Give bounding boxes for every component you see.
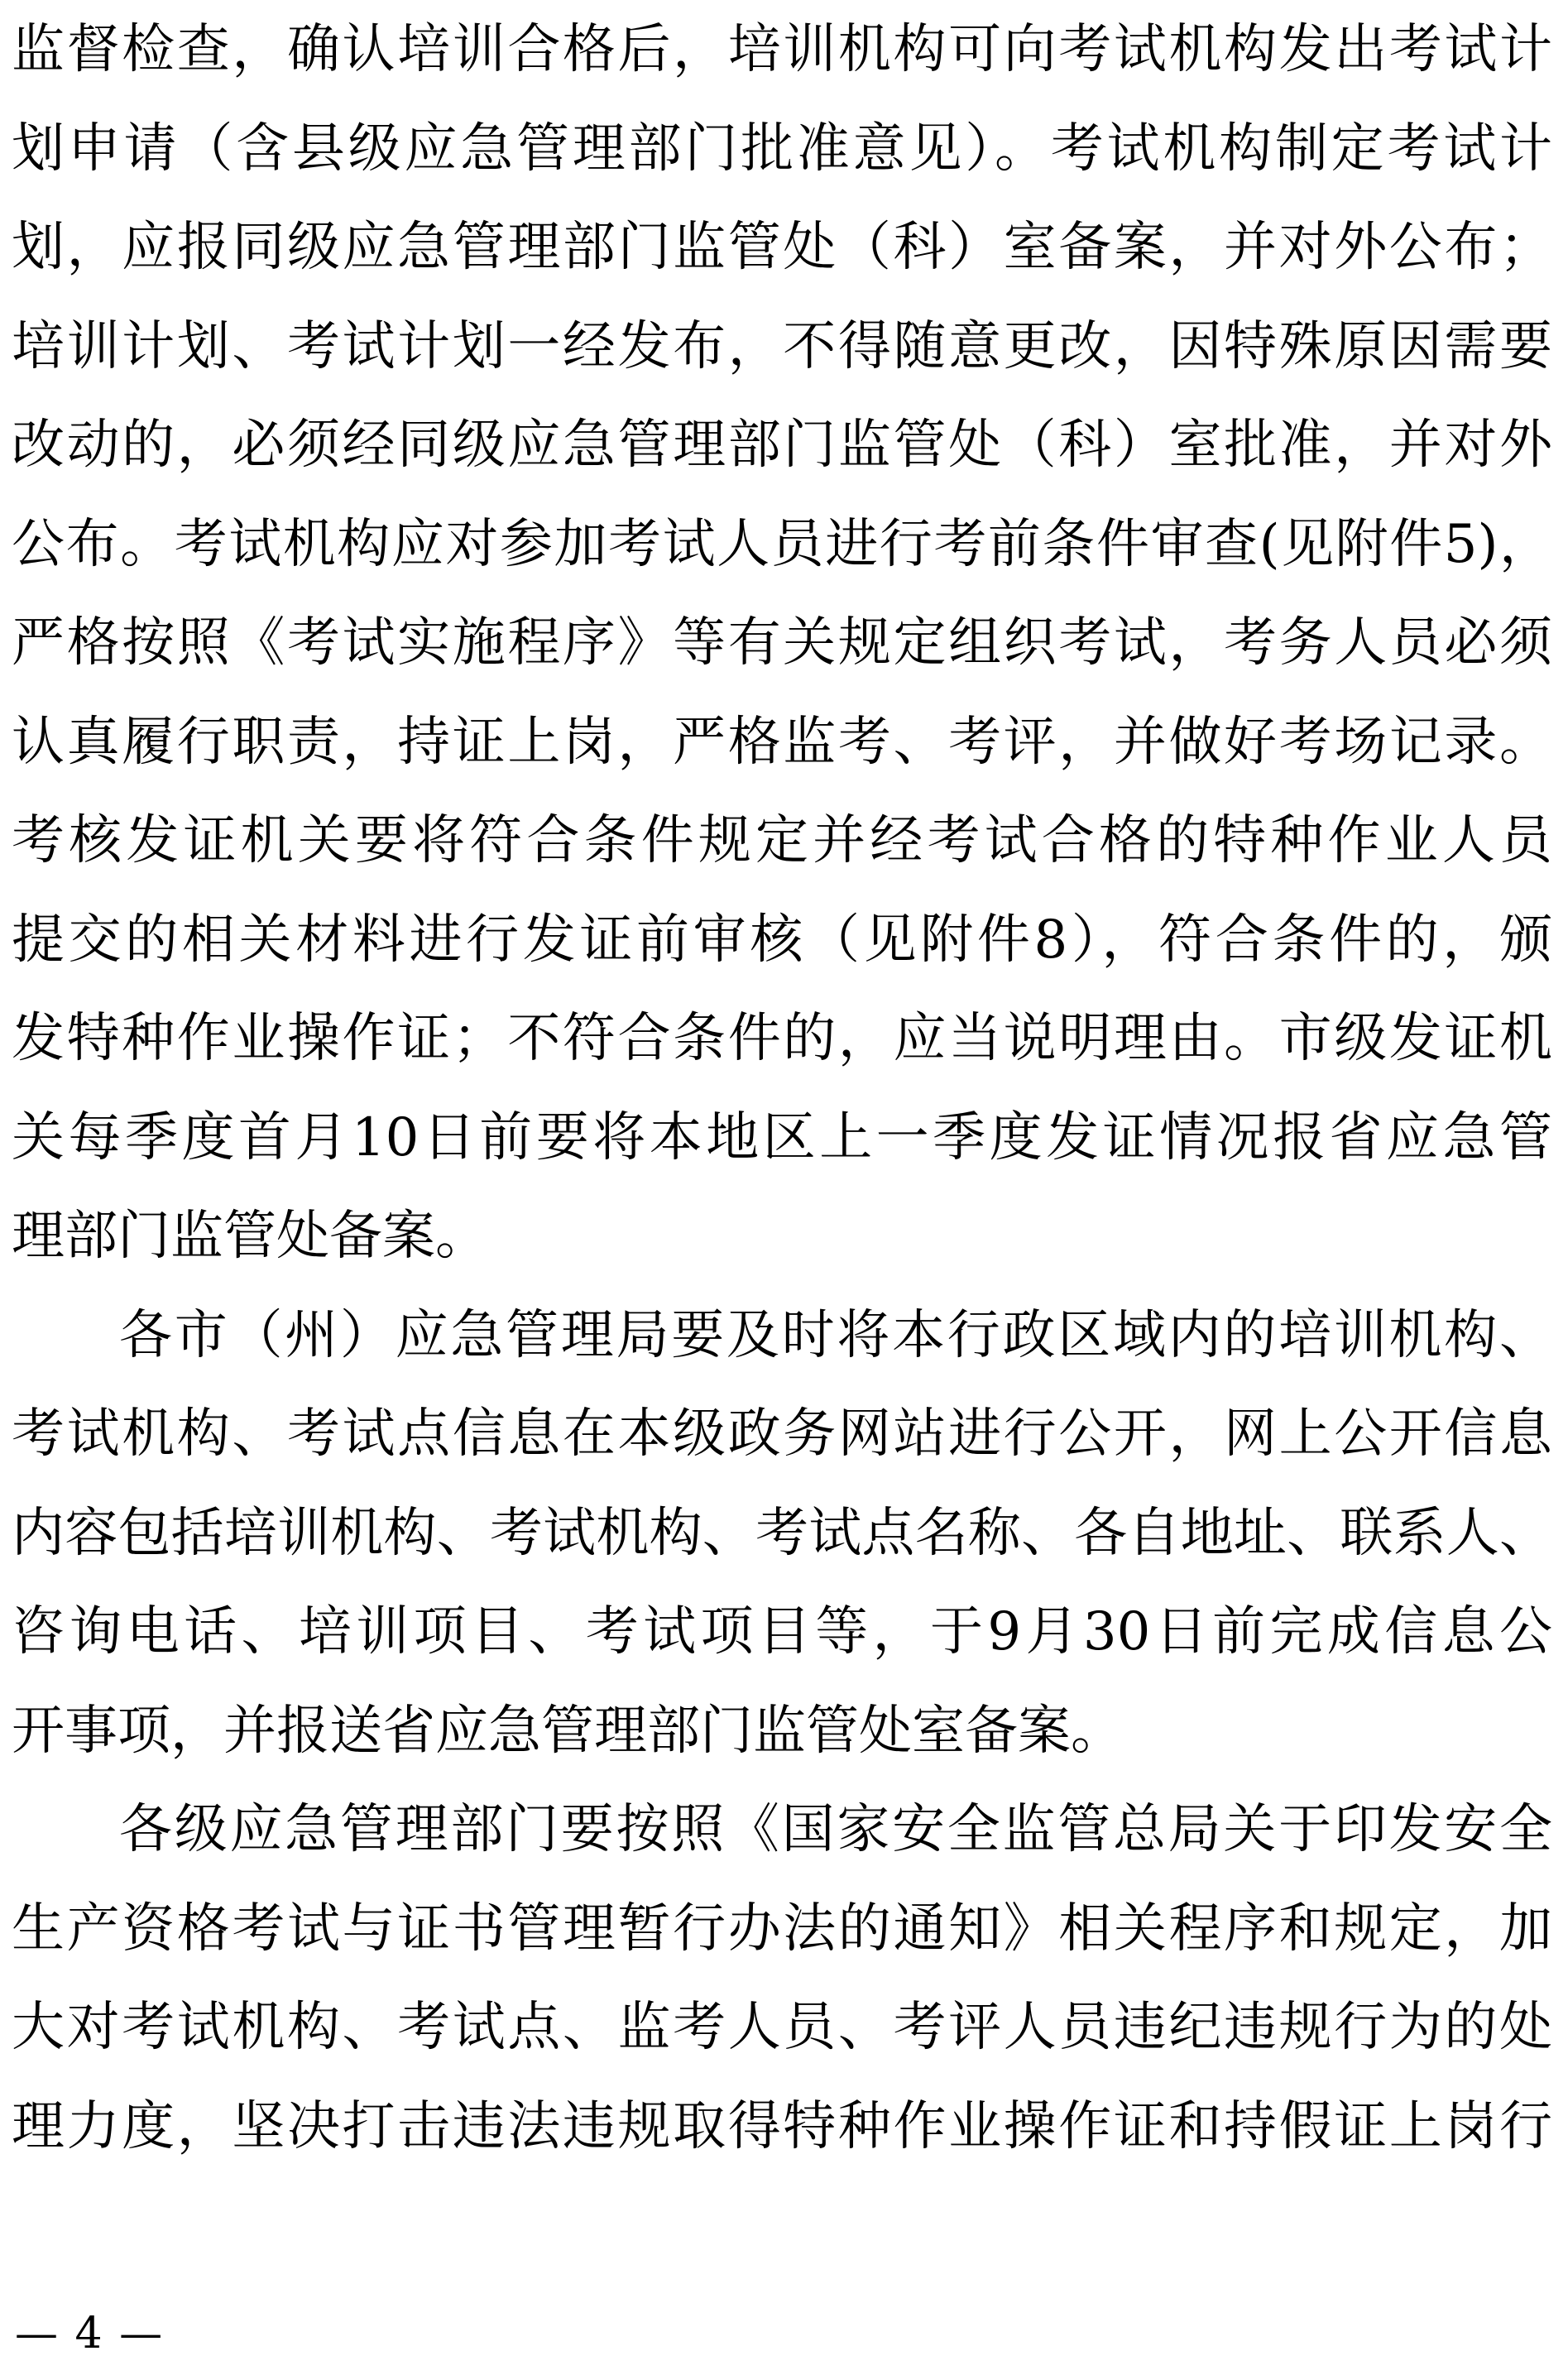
text-line: 内容包括培训机构、考试机构、考试点名称、各自地址、联系人、 [12, 1502, 1552, 1564]
text-line: 发特种作业操作证；不符合条件的，应当说明理由。市级发证机 [12, 1008, 1552, 1069]
document-body [12, 8, 1552, 2184]
text-line: 严格按照《考试实施程序》等有关规定组织考试，考务人员必须 [12, 612, 1552, 674]
text-line: 关每季度首月10日前要将本地区上一季度发证情况报省应急管 [12, 1106, 1552, 1168]
paragraph-first-line: 各级应急管理部门要按照《国家安全监管总局关于印发安全 [119, 1799, 1552, 1860]
text-line: 监督检查，确认培训合格后，培训机构可向考试机构发出考试计 [12, 19, 1552, 80]
text-line: 生产资格考试与证书管理暂行办法的通知》相关程序和规定，加 [12, 1898, 1552, 1960]
text-line: 改动的，必须经同级应急管理部门监管处（科）室批准，并对外 [12, 415, 1552, 476]
text-line: 咨询电话、培训项目、考试项目等，于9月30日前完成信息公 [12, 1601, 1552, 1662]
text-line: 认真履行职责，持证上岗，严格监考、考评，并做好考场记录。 [12, 711, 1552, 773]
text-line: 划申请（含县级应急管理部门批准意见）。考试机构制定考试计 [12, 118, 1552, 180]
paragraph-first-line: 各市（州）应急管理局要及时将本行政区域内的培训机构、 [119, 1304, 1552, 1366]
text-line: 提交的相关材料进行发证前审核（见附件8），符合条件的，颁 [12, 909, 1552, 971]
text-line: 开事项，并报送省应急管理部门监管处室备案。 [12, 1700, 1124, 1762]
text-line: 理力度，坚决打击违法违规取得特种作业操作证和持假证上岗行 [12, 2095, 1552, 2157]
text-line: 理部门监管处备案。 [12, 1206, 488, 1267]
text-line: 划，应报同级应急管理部门监管处（科）室备案，并对外公布； [12, 217, 1552, 278]
text-line: 考核发证机关要将符合条件规定并经考试合格的特种作业人员 [12, 810, 1552, 871]
text-line: 考试机构、考试点信息在本级政务网站进行公开，网上公开信息 [12, 1403, 1552, 1465]
page-number: — 4 — [15, 2309, 165, 2358]
text-line: 大对考试机构、考试点、监考人员、考评人员违纪违规行为的处 [12, 1997, 1552, 2058]
text-line: 培训计划、考试计划一经发布，不得随意更改，因特殊原因需要 [12, 315, 1552, 377]
text-line: 公布。考试机构应对参加考试人员进行考前条件审查(见附件5)， [12, 513, 1552, 575]
